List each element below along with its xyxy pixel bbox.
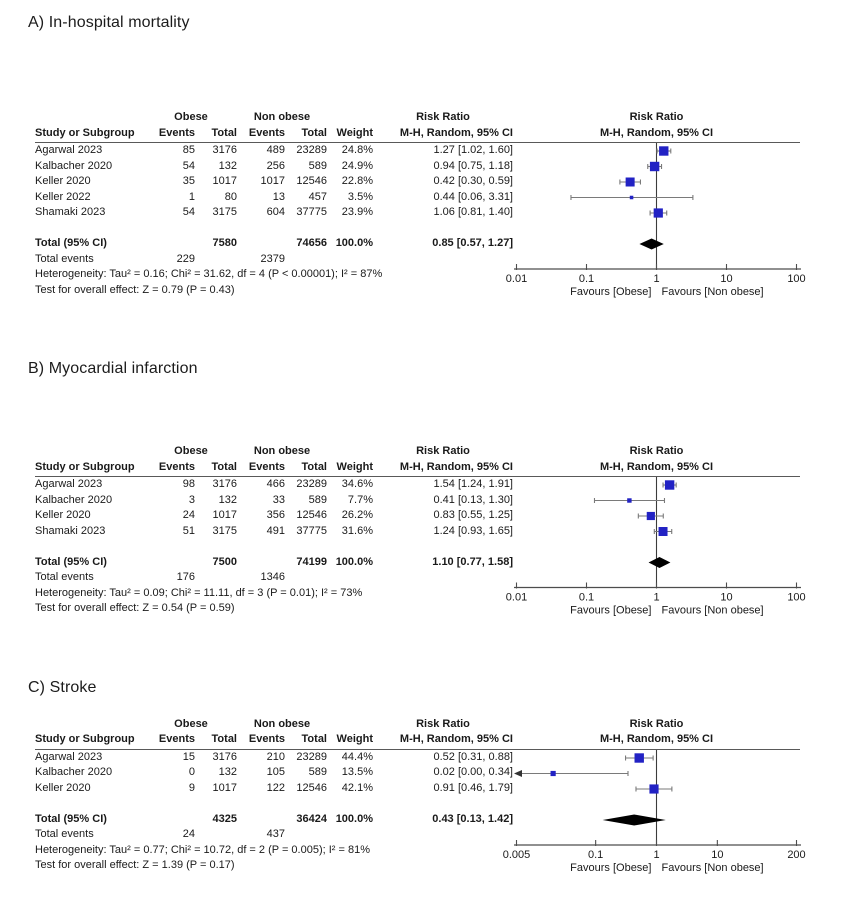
total-events-obese: 176 [176,571,195,583]
panel-title: B) Myocardial infarction [28,360,198,377]
empty-cell [285,570,327,586]
obese-events-cell: 35 [182,175,195,187]
spacer-cell [35,110,145,126]
plot-method-header: M-H, Random, 95% CI [599,126,714,139]
axis-tick-label: 1 [653,591,660,604]
obese-total-cell: 1017 [212,509,237,521]
forest-plot-graphic [505,477,848,622]
overall-effect-text: Test for overall effect: Z = 0.54 (P = 0.59) [35,602,235,614]
obese-total-cell: 3175 [212,206,237,218]
obese-total-cell: 132 [218,493,237,506]
point-estimate-square [626,178,635,187]
total-row-label: Total (95% CI) [35,237,107,249]
empty-cell [237,555,285,571]
plot-risk-ratio-header: Risk Ratio [629,111,684,123]
weight-cell: 7.7% [347,493,373,506]
study-name: Agarwal 2023 [35,478,103,490]
point-estimate-square [649,784,658,793]
risk-ratio-header: Risk Ratio [416,717,470,730]
empty-cell [373,827,513,843]
obese-total-cell: 3176 [212,478,237,490]
total-obese-n: 7580 [212,237,237,249]
empty-cell [285,827,327,843]
point-estimate-square [647,512,655,520]
total-events-obese: 229 [176,252,195,265]
axis-tick-label: 0.01 [505,273,528,285]
estimate-cell: 0.42 [0.30, 0.59] [433,175,513,187]
point-estimate-square [635,753,644,762]
total-events-non-obese: 437 [266,828,285,840]
weight-cell: 44.4% [341,750,373,763]
heterogeneity-text: Heterogeneity: Tau² = 0.77; Chi² = 10.72, df = 2 (P = 0.005); I² = 81% [35,843,370,856]
obese-group-header: Obese [174,111,208,123]
non-obese-events-cell: 1017 [260,175,285,187]
favours-right-label: Favours [Non obese] [661,286,764,298]
empty-cell [145,812,195,828]
non-obese-total-cell: 12546 [296,175,327,187]
obese-events-header: Events [158,126,195,139]
point-estimate-square [551,770,556,775]
plot-risk-ratio-header: Risk Ratio [629,717,684,730]
non-obese-events-header: Events [248,126,285,139]
obese-total-cell: 80 [224,190,237,203]
weight-header: Weight [336,126,373,139]
non-obese-total-cell: 12546 [296,509,327,521]
favours-right-label: Favours [Non obese] [661,604,764,617]
risk-ratio-header: Risk Ratio [416,445,470,457]
non-obese-group-header: Non obese [253,111,311,123]
estimate-cell: 0.83 [0.55, 1.25] [433,509,513,521]
non-obese-group-header: Non obese [253,717,311,730]
study-name: Kalbacher 2020 [35,159,113,172]
obese-events-cell: 24 [182,509,195,521]
total-events-label: Total events [35,252,94,265]
axis-tick-label: 1 [653,848,660,861]
plot-method-header: M-H, Random, 95% CI [599,460,714,473]
plot-method-header: M-H, Random, 95% CI [599,733,714,745]
estimate-column-header: M-H, Random, 95% CI [399,460,513,473]
non-obese-group-header: Non obese [253,445,311,457]
empty-cell [237,812,285,828]
table-header [35,444,800,477]
estimate-cell: 1.06 [0.81, 1.40] [433,206,513,218]
overall-effect-text: Test for overall effect: Z = 1.39 (P = 0.17) [35,859,235,871]
non-obese-events-cell: 489 [266,144,285,156]
study-name: Keller 2020 [35,175,91,187]
study-name: Agarwal 2023 [35,144,103,156]
weight-cell: 26.2% [341,509,373,521]
estimate-cell: 0.52 [0.31, 0.88] [433,750,513,763]
figure-panels [28,14,850,874]
empty-cell [373,252,513,268]
total-weight: 100.0% [335,555,373,568]
weight-cell: 23.9% [341,206,373,218]
non-obese-events-cell: 604 [266,206,285,218]
estimate-cell: 1.27 [1.02, 1.60] [433,144,513,156]
axis-tick-label: 100 [787,273,806,285]
forest-plot [35,110,850,298]
non-obese-events-cell: 13 [272,190,285,203]
forest-panel [28,360,850,617]
non-obese-total-header: Total [301,126,327,139]
non-obese-total-header: Total [301,733,327,745]
total-non-obese-n: 74656 [296,237,327,249]
total-estimate: 0.43 [0.13, 1.42] [432,812,513,825]
obese-total-cell: 132 [218,766,237,778]
axis-tick-label: 100 [787,591,806,604]
non-obese-total-cell: 23289 [296,750,327,763]
total-non-obese-n: 36424 [296,812,327,825]
total-events-non-obese: 1346 [260,571,285,583]
total-estimate: 0.85 [0.57, 1.27] [432,237,513,249]
favours-left-label: Favours [Obese] [570,286,652,298]
obese-events-header: Events [158,460,195,473]
empty-cell [195,570,237,586]
risk-ratio-header: Risk Ratio [416,111,470,123]
weight-cell: 22.8% [341,175,373,187]
empty-cell [195,252,237,268]
obese-total-header: Total [211,126,237,139]
favours-left-label: Favours [Obese] [570,604,652,617]
point-estimate-square [627,498,631,502]
study-name: Keller 2020 [35,781,91,794]
obese-events-cell: 3 [188,493,195,506]
obese-events-cell: 51 [182,524,195,537]
total-row-label: Total (95% CI) [35,812,107,825]
point-estimate-square [654,208,663,217]
point-estimate-square [659,146,668,155]
weight-cell: 42.1% [341,781,373,794]
study-column-header: Study or Subgroup [35,460,135,473]
empty-cell [327,570,373,586]
non-obese-events-cell: 33 [272,493,285,506]
obese-events-cell: 1 [188,190,195,203]
obese-events-cell: 85 [182,144,195,156]
total-obese-n: 4325 [212,812,237,825]
study-name: Kalbacher 2020 [35,766,113,778]
weight-header: Weight [336,733,373,745]
obese-events-cell: 15 [182,750,195,763]
obese-total-cell: 1017 [212,781,237,794]
weight-cell: 24.9% [341,159,373,172]
empty-cell [145,236,195,252]
total-weight: 100.0% [335,812,373,825]
total-row-label: Total (95% CI) [35,555,107,568]
estimate-column-header: M-H, Random, 95% CI [399,733,513,745]
non-obese-total-cell: 12546 [296,781,327,794]
non-obese-total-cell: 37775 [296,206,327,218]
weight-cell: 13.5% [341,766,373,778]
empty-cell [373,570,513,586]
axis-tick-label: 10 [711,848,724,861]
axis-tick-label: 200 [787,848,806,861]
non-obese-total-cell: 589 [308,493,327,506]
non-obese-events-cell: 491 [266,524,285,537]
non-obese-events-cell: 105 [266,766,285,778]
non-obese-total-cell: 457 [308,190,327,203]
obese-total-header: Total [211,733,237,745]
empty-cell [145,555,195,571]
obese-group-header: Obese [174,445,208,457]
estimate-cell: 0.94 [0.75, 1.18] [433,159,513,172]
favours-right-label: Favours [Non obese] [661,861,764,874]
study-name: Keller 2022 [35,190,91,203]
study-name: Keller 2020 [35,509,91,521]
non-obese-events-cell: 356 [266,509,285,521]
study-column-header: Study or Subgroup [35,126,135,139]
non-obese-events-header: Events [248,460,285,473]
summary-diamond [639,239,663,250]
non-obese-events-cell: 256 [266,159,285,172]
table-body [35,143,850,298]
study-name: Agarwal 2023 [35,750,103,763]
overall-effect-text: Test for overall effect: Z = 0.79 (P = 0.43) [35,283,235,296]
estimate-column-header: M-H, Random, 95% CI [399,126,513,139]
axis-tick-label: 0.005 [502,848,531,861]
panel-title: C) Stroke [28,678,97,696]
point-estimate-square [659,527,668,536]
panel-title: A) In-hospital mortality [28,14,190,31]
study-name: Shamaki 2023 [35,524,106,537]
table-header [35,110,800,143]
forest-plot [35,717,850,874]
weight-cell: 31.6% [341,524,373,537]
total-events-label: Total events [35,828,94,840]
axis-tick-label: 0.1 [578,591,595,604]
empty-cell [327,827,373,843]
study-name: Kalbacher 2020 [35,493,113,506]
axis-tick-label: 1 [653,273,660,285]
estimate-cell: 1.54 [1.24, 1.91] [433,478,513,490]
non-obese-total-cell: 589 [308,766,327,778]
total-events-obese: 24 [182,828,195,840]
axis-tick-label: 0.1 [578,273,595,285]
obese-events-header: Events [158,733,195,745]
total-weight: 100.0% [335,237,373,249]
obese-events-cell: 54 [182,159,195,172]
total-events-label: Total events [35,571,94,583]
point-estimate-square [630,196,634,200]
spacer-cell [35,717,145,733]
obese-events-cell: 54 [182,206,195,218]
table-body [35,750,850,874]
forest-panel [28,14,850,298]
non-obese-events-cell: 466 [266,478,285,490]
estimate-cell: 0.41 [0.13, 1.30] [433,493,513,506]
estimate-cell: 1.24 [0.93, 1.65] [433,524,513,537]
forest-plot-graphic [505,143,848,303]
point-estimate-square [665,480,674,489]
point-estimate-square [650,162,659,171]
obese-total-cell: 3176 [212,144,237,156]
empty-cell [195,827,237,843]
offscale-arrow-icon [514,770,522,777]
favours-left-label: Favours [Obese] [570,861,652,874]
estimate-cell: 0.44 [0.06, 3.31] [433,190,513,203]
study-name: Shamaki 2023 [35,206,106,218]
obese-total-cell: 1017 [212,175,237,187]
plot-risk-ratio-header: Risk Ratio [629,445,684,457]
weight-cell: 3.5% [347,190,373,203]
empty-cell [327,252,373,268]
non-obese-total-cell: 37775 [296,524,327,537]
obese-total-cell: 3175 [212,524,237,537]
obese-events-cell: 98 [182,478,195,490]
obese-total-cell: 3176 [212,750,237,763]
study-column-header: Study or Subgroup [35,733,135,745]
estimate-cell: 0.91 [0.46, 1.79] [433,781,513,794]
non-obese-total-header: Total [301,460,327,473]
total-events-non-obese: 2379 [260,252,285,265]
non-obese-total-cell: 589 [308,159,327,172]
obese-events-cell: 9 [188,781,195,794]
empty-cell [237,236,285,252]
weight-header: Weight [336,460,373,473]
axis-tick-label: 0.1 [588,848,604,861]
obese-total-header: Total [211,460,237,473]
table-body [35,477,850,617]
obese-group-header: Obese [174,717,208,730]
weight-cell: 34.6% [341,478,373,490]
table-header [35,717,800,750]
obese-events-cell: 0 [188,766,195,778]
heterogeneity-text: Heterogeneity: Tau² = 0.09; Chi² = 11.11, df = 3 (P = 0.01); I² = 73% [35,586,363,599]
obese-total-cell: 132 [218,159,237,172]
spacer-cell [35,444,145,460]
total-non-obese-n: 74199 [296,555,327,568]
non-obese-events-header: Events [248,733,285,745]
summary-diamond [649,557,671,568]
axis-tick-label: 0.01 [505,591,528,604]
non-obese-events-cell: 210 [266,750,285,763]
axis-tick-label: 10 [720,273,733,285]
forest-plot [35,444,850,617]
total-obese-n: 7500 [212,555,237,568]
estimate-cell: 0.02 [0.00, 0.34] [433,766,513,778]
heterogeneity-text: Heterogeneity: Tau² = 0.16; Chi² = 31.62, df = 4 (P < 0.00001); I² = 87% [35,268,383,280]
forest-panel [28,679,850,874]
axis-tick-label: 10 [720,591,733,604]
non-obese-total-cell: 23289 [296,144,327,156]
total-estimate: 1.10 [0.77, 1.58] [432,555,513,568]
non-obese-total-cell: 23289 [296,478,327,490]
forest-plot-graphic [502,750,848,879]
empty-cell [285,252,327,268]
weight-cell: 24.8% [341,144,373,156]
non-obese-events-cell: 122 [266,781,285,794]
